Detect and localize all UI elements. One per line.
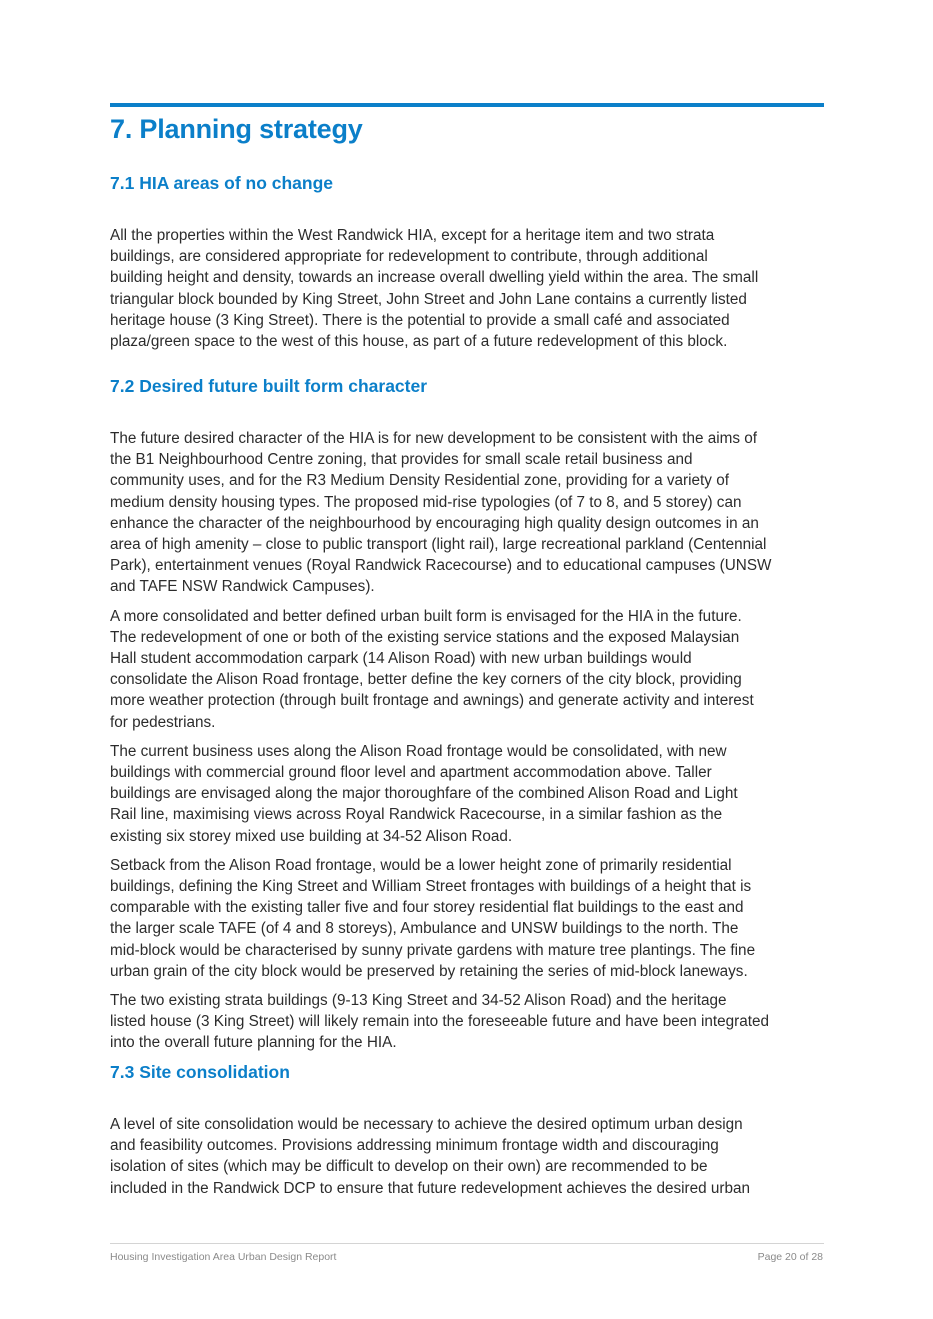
footer-rule [110, 1243, 824, 1244]
paragraph: All the properties within the West Randwick HIA, except for a heritage item and two strata buildings, are considered appropriate for redevelopment to contribute, through additional building height and density, towards an increase overall dwelling yield within the area. The small triangular block bounded by King Street, John Street and John Lane contains a currently listed heritage house (3 King Street). There is the potential to provide a small café and associated plaza/green space to the west of this house, as part of a future redevelopment of this block. [110, 227, 759, 351]
section-body-7-1 [110, 225, 826, 360]
paragraph: The future desired character of the HIA is for new development to be consistent with the aims of the B1 Neighbourhood Centre zoning, that provides for small scale retail business and community uses, and for the R3 Medium Density Residential zone, providing for a variety of medium density housing types. The proposed mid-rise typologies (of 7 to 8, and 5 storey) can enhance the character of the neighbourhood by encouraging high quality design outcomes in an area of high amenity – close to public transport (light rail), large recreational parkland (Centennial Park), entertainment venues (Royal Randwick Racecourse) and to educational campuses (UNSW and TAFE NSW Randwick Campuses). [110, 430, 772, 596]
footer-document-title: Housing Investigation Area Urban Design Report [110, 1251, 337, 1263]
section-heading-7-3: 7.3 Site consolidation [110, 1062, 290, 1082]
paragraph: The current business uses along the Alison Road frontage would be consolidated, with new buildings with commercial ground floor level and apartment accommodation above. Taller buildings are envisaged along the major thoroughfare of the combined Alison Road and Light Rail line, maximising views across Royal Randwick Racecourse, in a similar fashion as the existing six storey mixed use building at 34-52 Alison Road. [110, 742, 738, 845]
chapter-top-rule [110, 103, 824, 107]
paragraph: The two existing strata buildings (9-13 King Street and 34-52 Alison Road) and the heritage listed house (3 King Street) will likely remain into the foreseeable future and have been integrated into the overall future planning for the HIA. [110, 992, 770, 1052]
section-heading-7-1: 7.1 HIA areas of no change [110, 173, 334, 193]
paragraph: Setback from the Alison Road frontage, would be a lower height zone of primarily residential buildings, defining the King Street and William Street frontages with buildings of a height that is comparable with the existing taller five and four storey residential flat buildings to the east and the larger scale TAFE (of 4 and 8 storeys), Ambulance and UNSW buildings to the north. The mid-block would be characterised by sunny private gardens with mature tree plantings. The fine urban grain of the city block would be preserved by retaining the series of mid-block laneways. [110, 856, 756, 980]
chapter-title: 7. Planning strategy [110, 114, 363, 144]
paragraph: A more consolidated and better defined urban built form is envisaged for the HIA in the future. The redevelopment of one or both of the existing service stations and the exposed Malaysian Hall student accommodation carpark (14 Alison Road) with new urban buildings would consolidate the Alison Road frontage, better define the key corners of the city block, providing more weather protection (through built frontage and awnings) and generate activity and interest for pedestrians. [110, 607, 754, 731]
section-body-7-3 [110, 1114, 826, 1207]
section-body-7-2 [110, 428, 826, 1062]
footer-page-number: Page 20 of 28 [757, 1251, 823, 1263]
paragraph: A level of site consolidation would be necessary to achieve the desired optimum urban design and feasibility outcomes. Provisions addressing minimum frontage width and discouraging isolation of sites (which may be difficult to develop on their own) are recommended to be included in the Randwick DCP to ensure that future redevelopment achieves the desired urban [110, 1116, 751, 1197]
section-heading-7-2: 7.2 Desired future built form character [110, 376, 428, 396]
